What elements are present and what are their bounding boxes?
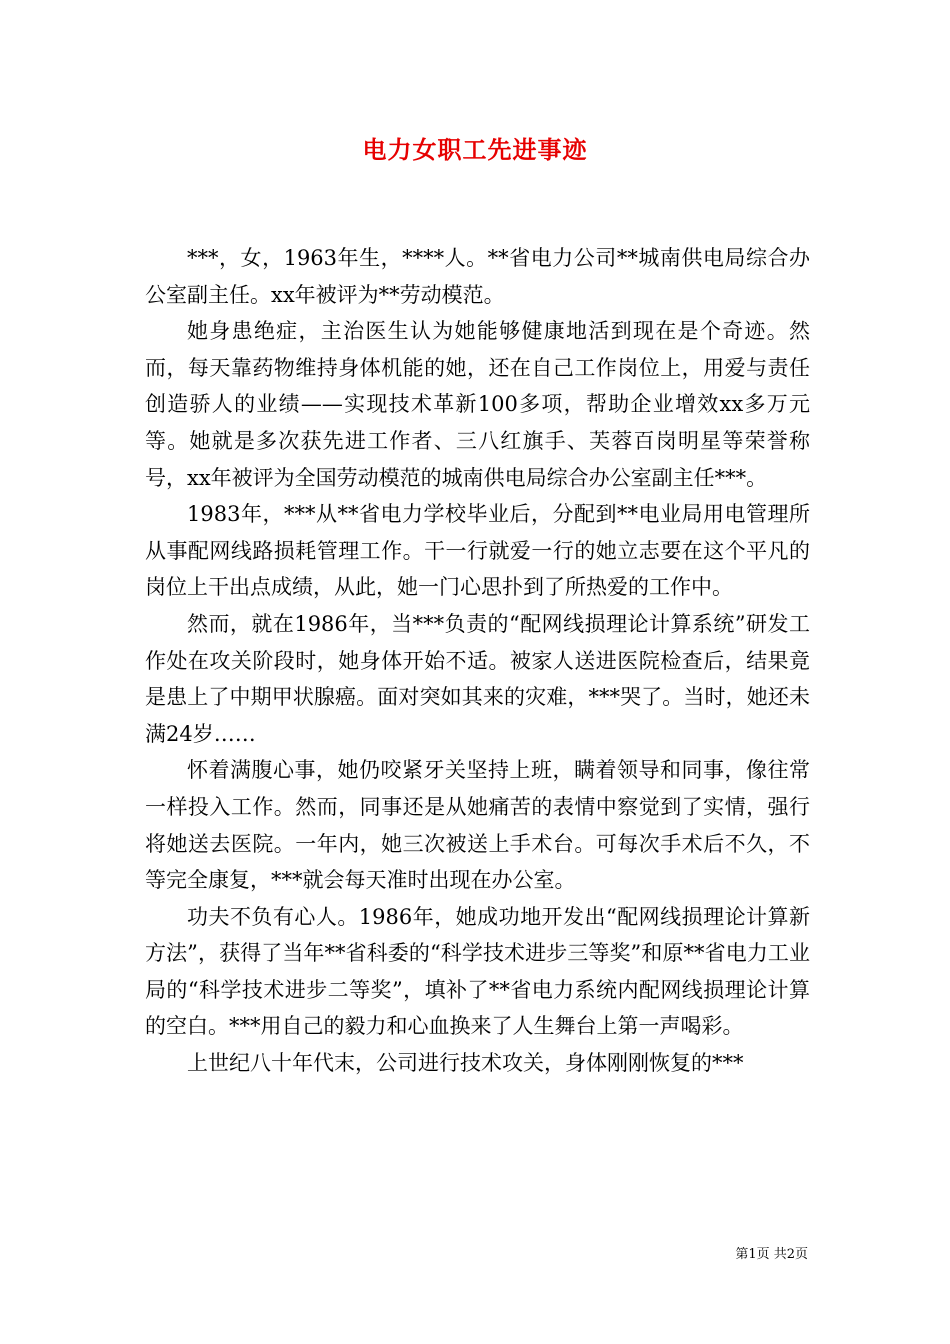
paragraph: ***，女，1963年生，****人。**省电力公司**城南供电局综合办公室副主任。xx年被评为**劳动模范。 [145,246,810,307]
paragraph: 怀着满腹心事，她仍咬紧牙关坚持上班，瞒着领导和同事，像往常一样投入工作。然而，同事还是从她痛苦的表情中察觉到了实情，强行将她送去医院。一年内，她三次被送上手术台。可每次手术后不久，不等完全康复，***就会每天准时出现在办公室。 [145,758,810,893]
document-title: 电力女职工先进事迹 [362,135,588,164]
document-body [145,240,810,1082]
page-number: 第1页 共2页 [735,1247,808,1262]
paragraph: 她身患绝症，主治医生认为她能够健康地活到现在是个奇迹。然而，每天靠药物维持身体机能的她，还在自己工作岗位上，用爱与责任创造骄人的业绩——实现技术革新100多项，帮助企业增效xx多万元等。她就是多次获先进工作者、三八红旗手、芙蓉百岗明星等荣誉称号，xx年被评为全国劳动模范的城南供电局综合办公室副主任***。 [145,319,810,490]
paragraph: 1983年，***从**省电力学校毕业后，分配到**电业局用电管理所从事配网线路损耗管理工作。干一行就爱一行的她立志要在这个平凡的岗位上干出点成绩，从此，她一门心思扑到了所热爱的工作中。 [145,502,810,600]
paragraph: 功夫不负有心人。1986年，她成功地开发出“配网线损理论计算新方法”，获得了当年**省科委的“科学技术进步三等奖”和原**省电力工业局的“科学技术进步二等奖”，填补了**省电力系统内配网线损理论计算的空白。***用自己的毅力和心血换来了人生舞台上第一声喝彩。 [145,904,810,1039]
paragraph: 上世纪八十年代末，公司进行技术攻关，身体刚刚恢复的*** [187,1051,744,1076]
paragraph: 然而，就在1986年，当***负责的“配网线损理论计算系统”研发工作处在攻关阶段时，她身体开始不适。被家人送进医院检查后，结果竟是患上了中期甲状腺癌。面对突如其来的灾难，***哭了。当时，她还未满24岁…… [145,611,810,746]
